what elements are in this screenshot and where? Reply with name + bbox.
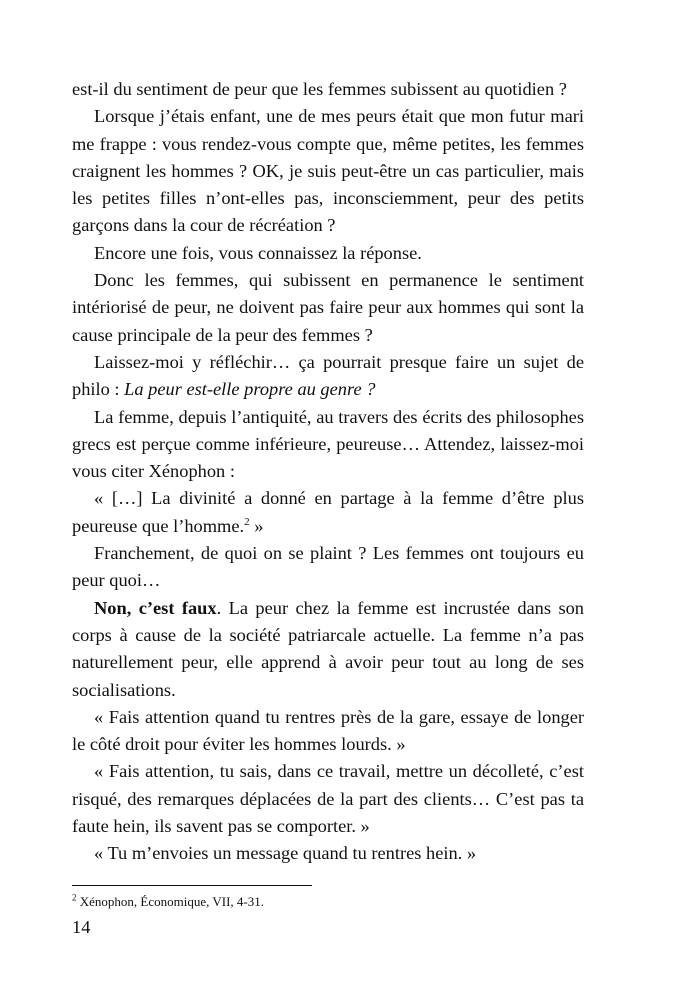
page-content [72,76,584,868]
footnote-reference: 2 [244,515,250,528]
paragraph-4: Donc les femmes, qui subissent en permanence le sentiment intériorisé de peur, ne doivent pas faire peur aux hommes qui sont la cause principale de la peur des femmes ? [72,270,584,345]
paragraph-1: est-il du sentiment de peur que les femmes subissent au quotidien ? [72,79,567,99]
footnote [72,894,264,910]
paragraph-7-quote [72,485,584,540]
paragraph-10: « Fais attention quand tu rentres près de la gare, essaye de longer le côté droit pour éviter les hommes lourds. » [72,706,584,755]
footnote-text: Xénophon, Économique, VII, 4-31. [76,894,265,909]
paragraph-5 [72,349,584,404]
paragraph-6: La femme, depuis l’antiquité, au travers des écrits des philosophes grecs est perçue comme inférieure, peureuse… Attendez, laissez-moi vous citer Xénophon : [72,406,584,482]
paragraph-2: Lorsque j’étais enfant, une de mes peurs était que mon futur mari me frappe : vous rendez-vous compte que, même petites, les femmes craignent les hommes ? OK, je suis peut-être un cas particulier, mais les petites filles n’ont-elles pas, inconsciemment, peur des petits garçons dans la cour de récréation ? [72,106,584,236]
body-text [72,76,584,868]
paragraph-9-text: . La peur chez la femme est incrustée dans son corps à cause de la société patriarcale actuelle. La femme n’a pas naturellement peur, elle apprend à avoir peur tout au long de ses socialisations. [72,597,584,700]
quote-close: » [249,515,264,536]
paragraph-9 [72,595,584,704]
paragraph-3: Encore une fois, vous connaissez la réponse. [94,242,422,263]
paragraph-9-bold: Non, c’est faux [94,597,217,618]
quote-text: « […] La divinité a donné en partage à la femme d’être plus peureuse que l’homme. [72,488,584,536]
paragraph-12: « Tu m’envoies un message quand tu rentres hein. » [94,843,477,864]
page-number: 14 [72,917,91,937]
paragraph-5-italic: La peur est-elle propre au genre ? [124,379,376,400]
paragraph-8: Franchement, de quoi on se plaint ? Les femmes ont toujours eu peur quoi… [72,543,584,591]
footnote-divider [72,885,312,886]
footnote-marker: 2 [72,892,77,903]
paragraph-5-text: Laissez-moi y réfléchir… ça pourrait presque faire un sujet de philo : [72,351,584,400]
paragraph-11: « Fais attention, tu sais, dans ce travail, mettre un décolleté, c’est risqué, des remarques déplacées de la part des clients… C’est pas ta faute hein, ils savent pas se comporter. » [72,761,584,837]
